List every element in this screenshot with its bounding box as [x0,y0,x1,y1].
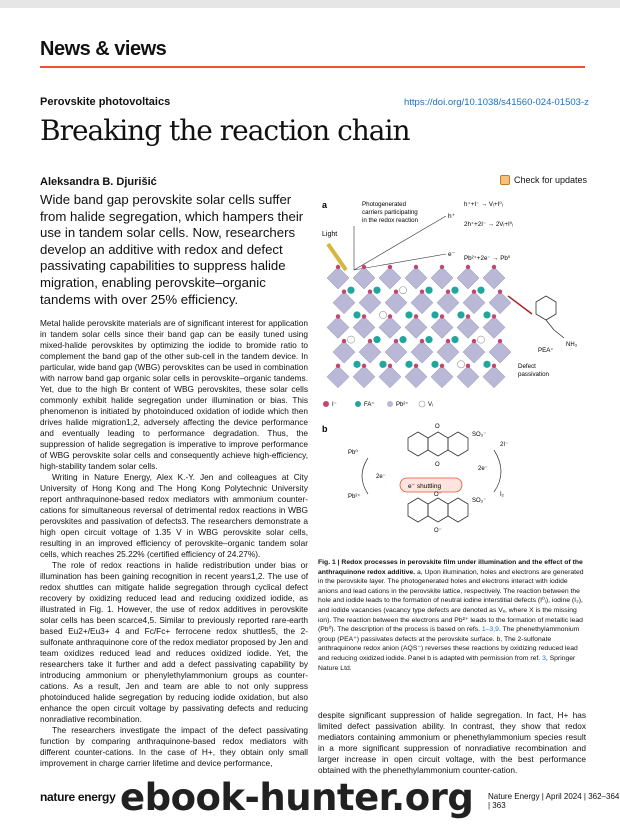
fa-cation [483,311,490,318]
fa-cation [431,361,438,368]
pb2-label: Pb²⁺ [348,494,361,500]
iodide-ion [336,314,340,318]
pbi-octahedron [405,366,427,388]
section-label: Perovskite photovoltaics [40,96,171,108]
iodide-ion [336,265,340,269]
iodide-ion [466,364,470,368]
reaction-1: h⁺+I⁻ → Vᵢ+I⁰ᵢ [464,201,503,208]
two-e-right-label: 2e⁻ [478,466,488,472]
pbi-octahedron [353,316,375,338]
top-bar [0,0,620,8]
footer-citation: Nature Energy | April 2024 | 362–364 | 363 [488,792,620,810]
fa-cation [405,311,412,318]
vacancy-site [399,287,406,294]
pbi-octahedron [405,267,427,289]
vacancy-site [477,336,484,343]
fa-cation [373,336,380,343]
pea-molecule [536,296,564,338]
iodide-ion [368,290,372,294]
light-label: Light [322,231,338,238]
check-updates-label: Check for updates [514,175,588,185]
iodine-label: I₂ [500,492,504,498]
pbi-octahedron [411,292,433,314]
caption-ref-link[interactable]: 3 [542,654,546,662]
pbi-octahedron [457,316,479,338]
oxygen-label: O [435,424,440,430]
fa-cation [353,361,360,368]
iodide-ion [492,314,496,318]
legend-pb: Pb²⁺ [396,402,409,408]
iodide-ion [414,265,418,269]
reaction-2: 2h⁺+2I⁻ → 2Vᵢ+I⁰ᵢ [464,221,514,228]
body-paragraph: Writing in Nature Energy, Alex K.-Y. Jen and colleagues at City University of Hong Kong and The Hong Kong Polytechnic University report anthraquinone-based redox mediators with ammonium counter-cations for simultaneous reversal of detrimental redox reactions in WBG perovskites and passivation of defects3. The researchers demonstrate a high open circuit voltage of 1.35 V in WBG perovskite solar cells, resulting in an improved efficiency of perovskite–organic tandem solar cells, which reaches 25.22% (certified efficiency of 24.27%). [40,472,308,559]
author: Aleksandra B. Djurišić [40,176,157,188]
iodide-ion [440,314,444,318]
pbi-octahedron [327,316,349,338]
body-paragraph: The researchers investigate the impact of the defect passivating function by comparing anthraquinone-based redox mediators with different counter-cations. In the case of H+, they obtain only small improvement in charge carrier lifetime and device performance, [40,725,308,768]
fa-cation [399,336,406,343]
iodide-ion [394,290,398,294]
iodide-ion [336,364,340,368]
body-paragraph: The role of redox reactions in halide redistribution under bias or illumination has been gaining recognition in recent years1,2. The use of redox shuttles can mitigate halide segregation through cyclical defect recovery by oxidizing reduced lead and reducing oxidized iodide, as illustrated in Fig. 1. However, the use of redox additives in perovskite solar cells has been scarce4,5. Similar to previously reported rare-earth based Eu2+/Eu3+ 4 and Fc/Fc+ ferrocene redox shuttles5, the 2-sulfonate anthraquinone core of the redox mediator proposed by Jen and team oxidizes reduced lead and reduces oxidized iodide. Yet, the researchers take it further and add a defect passivating capability by introducing ammonium or phenylethylammonium groups as counter-cations. As a result, Jen and team are able to not only suppress photoinduced halide segregation by reducing iodide oxidation, but also enhance the open circuit voltage by passivating defects and reducing nonradiative recombination. [40,560,308,724]
vacancy-site [379,311,386,318]
panel-b-label: b [322,424,328,434]
figure-1 [318,196,588,536]
shuttling-label: e⁻ shuttling [408,483,442,490]
pbi-octahedron [411,341,433,363]
perovskite-lattice [327,265,511,388]
pbi-octahedron [385,341,407,363]
iodide-ion [362,364,366,368]
pbi-octahedron [437,292,459,314]
fa-cation [451,336,458,343]
pbi-octahedron [333,341,355,363]
iodide-ion [342,339,346,343]
pbi-octahedron [463,341,485,363]
pbi-octahedron [385,292,407,314]
aqs-molecule-bottom [408,498,468,522]
defect-label: passivation [518,371,549,378]
pbi-octahedron [359,292,381,314]
caption-text: . The phenethylammonium group (PEA⁺) passivates defects at the perovskite surface. b, The 2-sulfonate anthraquinone redox anion (AQS⁻) reverses these reactions by oxidizing reduced lead and reducing oxidized iodide. Panel b is adapted with permission from ref. [318,626,580,662]
pbi-octahedron [327,366,349,388]
watermark: ebook-hunter.org [120,776,474,819]
fa-cation [483,361,490,368]
photogenerated-label: Photogenerated [362,201,407,208]
legend-iodide: I⁻ [332,402,337,408]
sulfonate-label: SO₃⁻ [472,498,487,504]
oxygen-label: O [435,462,440,468]
two-e-left-label: 2e⁻ [376,474,386,480]
pbi-octahedron [353,366,375,388]
pbi-octahedron [353,267,375,289]
iodide-ion [362,265,366,269]
fa-cation [405,361,412,368]
iodide-ion [472,290,476,294]
iodide-ion [388,265,392,269]
legend-iodide-dot [323,401,329,407]
two-iodide-label: 2I⁻ [500,442,509,448]
pbi-octahedron [379,267,401,289]
iodide-ion [440,364,444,368]
fa-cation [451,287,458,294]
legend-vacancy-dot [419,401,425,407]
iodide-ion [342,290,346,294]
panel-a-label: a [322,200,328,210]
legend-vacancy: Vᵢ [428,402,433,408]
iodide-ion [472,339,476,343]
reaction-3: Pb²⁺+2e⁻ → Pb⁰ [464,255,511,262]
fa-cation [431,311,438,318]
iodide-ion [420,339,424,343]
iodide-ion [498,339,502,343]
pbi-octahedron [405,316,427,338]
page-title: Breaking the reaction chain [40,114,410,147]
update-badge-icon [500,175,510,185]
masthead: News & views [40,38,167,60]
photogenerated-label: carriers participating [362,209,418,216]
vacancy-site [457,361,464,368]
iodide-ion [368,339,372,343]
doi-link[interactable]: https://doi.org/10.1038/s41560-024-01503-z [404,97,589,108]
nh3-label: NH₃ [566,342,578,348]
body-paragraph: Metal halide perovskite materials are of significant interest for application in tandem solar cells since their band gap can be easily tuned using mixed-halide perovskites by optimizing the iodide to bromide ratio to complement the band gap of the other sub-cell in the tandem device. In particular, wide band gap (WBG) perovskites can be used in combination with narrow band gap organic solar cells in perovskite–organic tandems. Yet, due to the high Br content of WBG perovskites, these solar cells commonly exhibit halide segregation under illumination or bias. This phenomenon is initiated by photoinduced oxidation of iodide which then drives halide migration1,2, adversely affecting the device performance and eventually leading to performance degradation. Thus, the suppression of halide segregation is imperative to improve performance of WBG perovskite solar cells and consequently achieve high-efficiency, high-stability tandem solar cells. [40,318,308,471]
pbi-octahedron [483,366,505,388]
oxide-label: O⁻ [434,492,442,498]
caption-text: , Springer Nature Ltd. [318,654,576,672]
iodide-ion [388,314,392,318]
iodide-ion [466,314,470,318]
hole-label: h⁺ [448,213,456,220]
electron-label: e⁻ [448,251,456,258]
pbi-octahedron [489,292,511,314]
standfirst: Wide band gap perovskite solar cells suffer from halide segregation, which hampers their use in tandem solar cells. Now, researchers develop an additive with redox and defect passivating capabilities to suppress halide migration, enabling perovskite–organic tandems with over 25% efficiency. [40,192,304,307]
right-cycle-arrow [494,450,501,492]
pbi-octahedron [483,267,505,289]
pbi-octahedron [463,292,485,314]
iodide-ion [394,339,398,343]
pbi-octahedron [359,341,381,363]
legend-pb-dot [387,401,393,407]
caption-text: a, Upon illumination, holes and electrons are generated in the perovskite layer. The photogenerated holes and electrons interact with iodide anions and lead cations in the perovskite lattice, respectively. The reaction between the hole and iodide leads to the formation of neutral iodine interstitial defects (I⁰ᵢ), iodine (I₂), and iodide vacancies (vacancy type defects are denoted as Vₓ, where X is the missing ion). The reaction between the electrons and Pb²⁺ leads to the formation of metallic lead (Pb⁰). The description of the process is based on refs. [318,568,584,634]
fa-cation [379,361,386,368]
photogenerated-label: in the redox reaction [362,217,419,224]
iodide-ion [498,290,502,294]
caption-title: Fig. 1 | Redox processes in perovskite film under illumination and the effect of the anthraquinone redox additive. [318,559,583,576]
iodide-ion [492,265,496,269]
masthead-rule [40,66,585,68]
caption-ref-link[interactable]: 1–3,9 [481,626,499,634]
pbi-octahedron [333,292,355,314]
iodide-ion [466,265,470,269]
iodide-ion [446,290,450,294]
iodide-ion [420,290,424,294]
defect-label: Defect [518,363,536,370]
iodide-ion [440,265,444,269]
iodide-ion [414,364,418,368]
pbi-octahedron [457,366,479,388]
check-updates-button[interactable] [500,175,587,185]
passivation-arrow [508,296,532,314]
legend-fa: FA⁺ [364,402,375,408]
iodide-ion [414,314,418,318]
pbi-octahedron [457,267,479,289]
article-body-continued: despite significant suppression of halide segregation. In fact, H+ has limited defect passivation ability. In contrast, they show that redox mediators containing ammonium or phenethylammonium species result in a more significant suppression of nonradiative recombination and larger increase in open circuit voltage, with the best performance obtained with the phenethylammonium counter-cation. [318,710,586,775]
figure-caption [318,558,586,673]
pbi-octahedron [431,366,453,388]
vacancy-site [347,336,354,343]
fa-cation [425,287,432,294]
pbi-octahedron [379,366,401,388]
legend [323,401,433,408]
pbi-octahedron [431,267,453,289]
fa-cation [353,311,360,318]
iodide-ion [492,364,496,368]
pbi-octahedron [327,267,349,289]
iodide-ion [446,339,450,343]
iodide-ion [388,364,392,368]
oxide-label: O⁻ [434,528,442,534]
fa-cation [477,287,484,294]
left-cycle-arrow [362,458,368,494]
fa-cation [425,336,432,343]
pbi-octahedron [437,341,459,363]
pb0-label: Pb⁰ [348,450,358,456]
journal-logo: nature energy [40,790,116,804]
iodide-ion [362,314,366,318]
pea-label: PEA⁺ [538,347,554,354]
pbi-octahedron [431,316,453,338]
legend-fa-dot [355,401,361,407]
fa-cation [347,287,354,294]
aqs-molecule-top [408,432,468,456]
pbi-octahedron [489,341,511,363]
sulfonate-label: SO₃⁻ [472,432,487,438]
pbi-octahedron [483,316,505,338]
fa-cation [457,311,464,318]
article-body [40,318,308,769]
fa-cation [373,287,380,294]
pbi-octahedron [379,316,401,338]
